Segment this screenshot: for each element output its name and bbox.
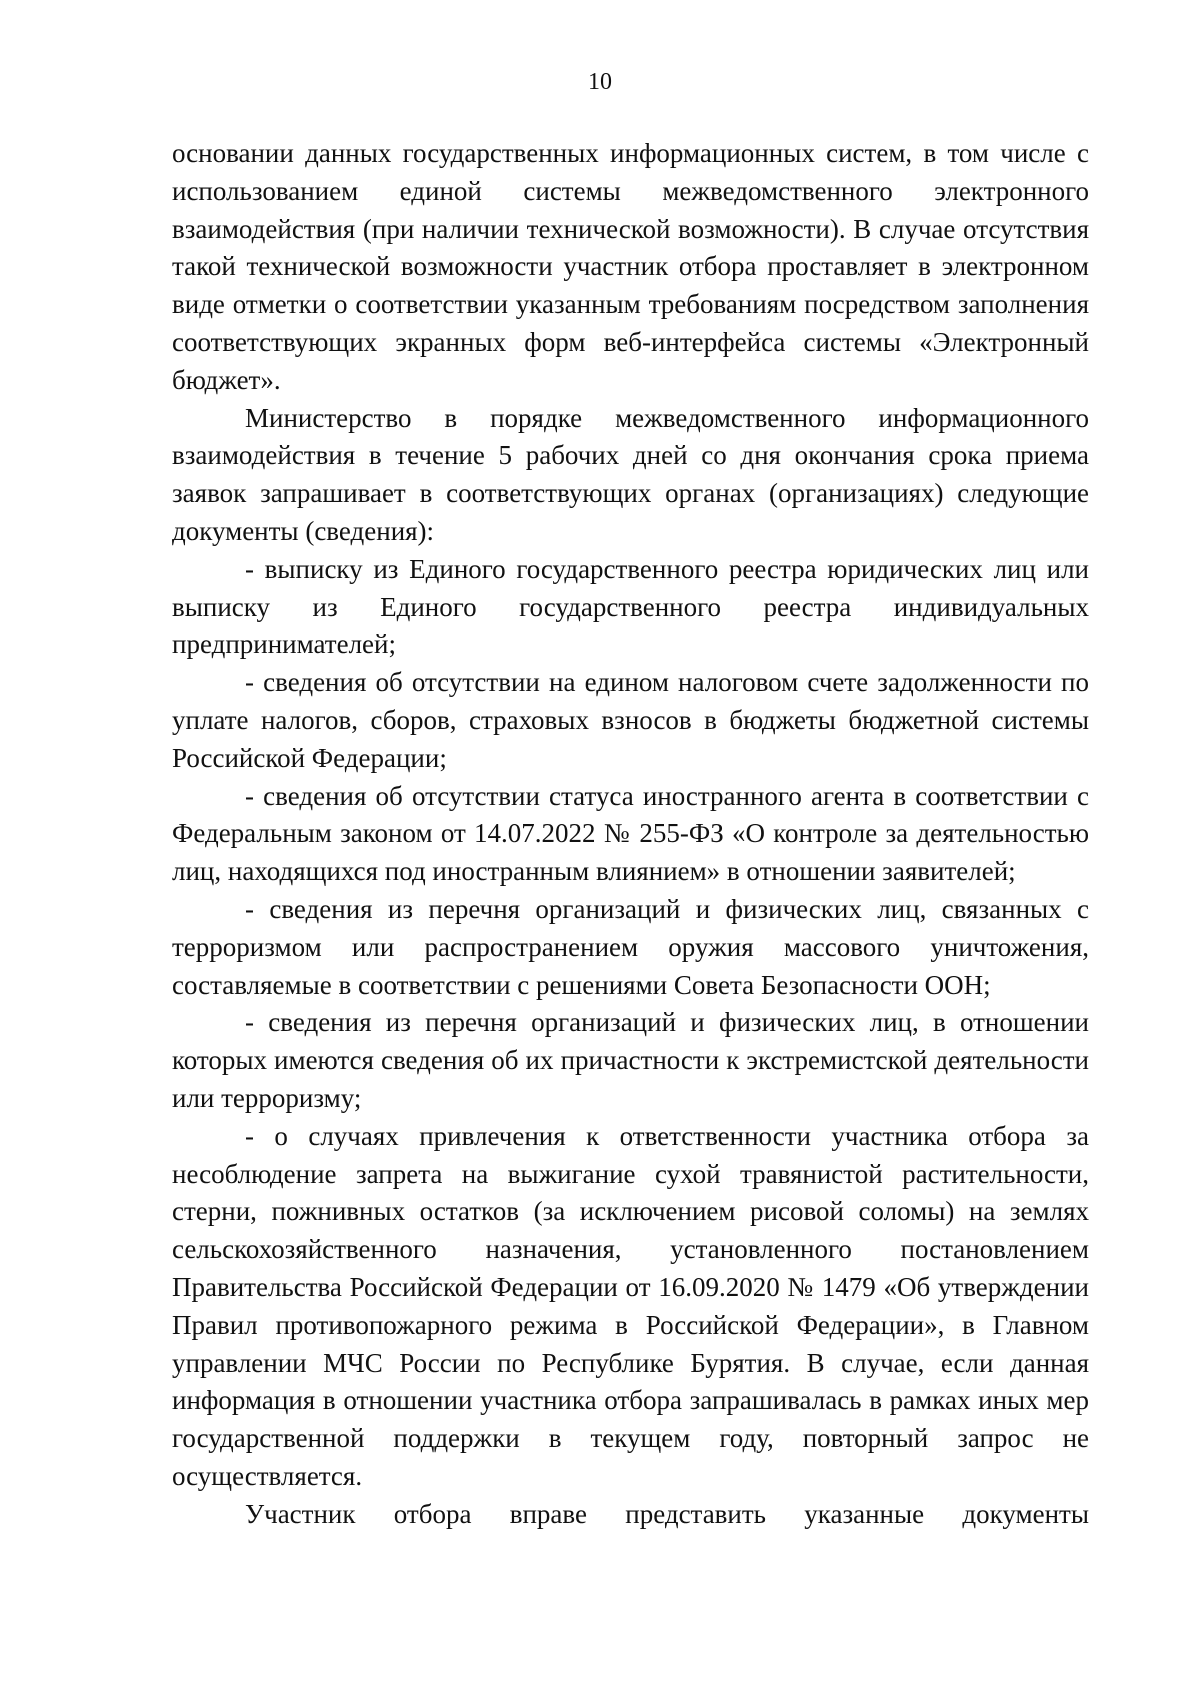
list-item-foreign-agent: - сведения об отсутствии статуса иностранного агента в соответствии с Федеральным законом от 14.07.2022 № 255-ФЗ «О контроле за деятельностью лиц, находящихся под иностранным влиянием» в отношении заявителей; bbox=[172, 780, 1089, 887]
paragraph-participant-right: Участник отбора вправе представить указанные документы bbox=[245, 1498, 1089, 1529]
document-body bbox=[172, 135, 1089, 1533]
list-item-egrul-extract: - выписку из Единого государственного реестра юридических лиц или выписку из Единого государственного реестра индивидуальных предпринимателей; bbox=[172, 553, 1089, 660]
paragraph-continuation: основании данных государственных информационных систем, в том числе с использованием единой системы межведомственного электронного взаимодействия (при наличии технической возможности). В случае отсутствия такой технической возможности участник отбора проставляет в электронном виде отметки о соответствии указанным требованиям посредством заполнения соответствующих экранных форм веб-интерфейса системы «Электронный бюджет». bbox=[172, 138, 1089, 395]
list-item-extremism-list: - сведения из перечня организаций и физических лиц, в отношении которых имеются сведения об их причастности к экстремистской деятельности или терроризму; bbox=[172, 1007, 1089, 1113]
list-item-terrorism-un-list: - сведения из перечня организаций и физических лиц, связанных с терроризмом или распространением оружия массового уничтожения, составляемые в соответствии с решениями Совета Безопасности ООН; bbox=[172, 893, 1089, 1000]
list-item-tax-debt: - сведения об отсутствии на едином налоговом счете задолженности по уплате налогов, сборов, страховых взносов в бюджеты бюджетной системы Российской Федерации; bbox=[172, 667, 1089, 773]
paragraph-ministry-request: Министерство в порядке межведомственного информационного взаимодействия в течение 5 рабочих дней со дня окончания срока приема заявок запрашивает в соответствующих органах (организациях) следующие документы (сведения): bbox=[172, 402, 1089, 546]
page-number: 10 bbox=[588, 69, 612, 95]
list-item-fire-violations: - о случаях привлечения к ответственности участника отбора за несоблюдение запрета на выжигание сухой травянистой растительности, стерни, пожнивных остатков (за исключением рисовой соломы) на землях сельскохозяйственного назначения, установленного постановлением Правительства Российской Федерации от 16.09.2020 № 1479 «Об утверждении Правил противопожарного режима в Российской Федерации», в Главном управлении МЧС России по Республике Бурятия. В случае, если данная информация в отношении участника отбора запрашивалась в рамках иных мер государственной поддержки в текущем году, повторный запрос не осуществляется. bbox=[172, 1120, 1089, 1491]
